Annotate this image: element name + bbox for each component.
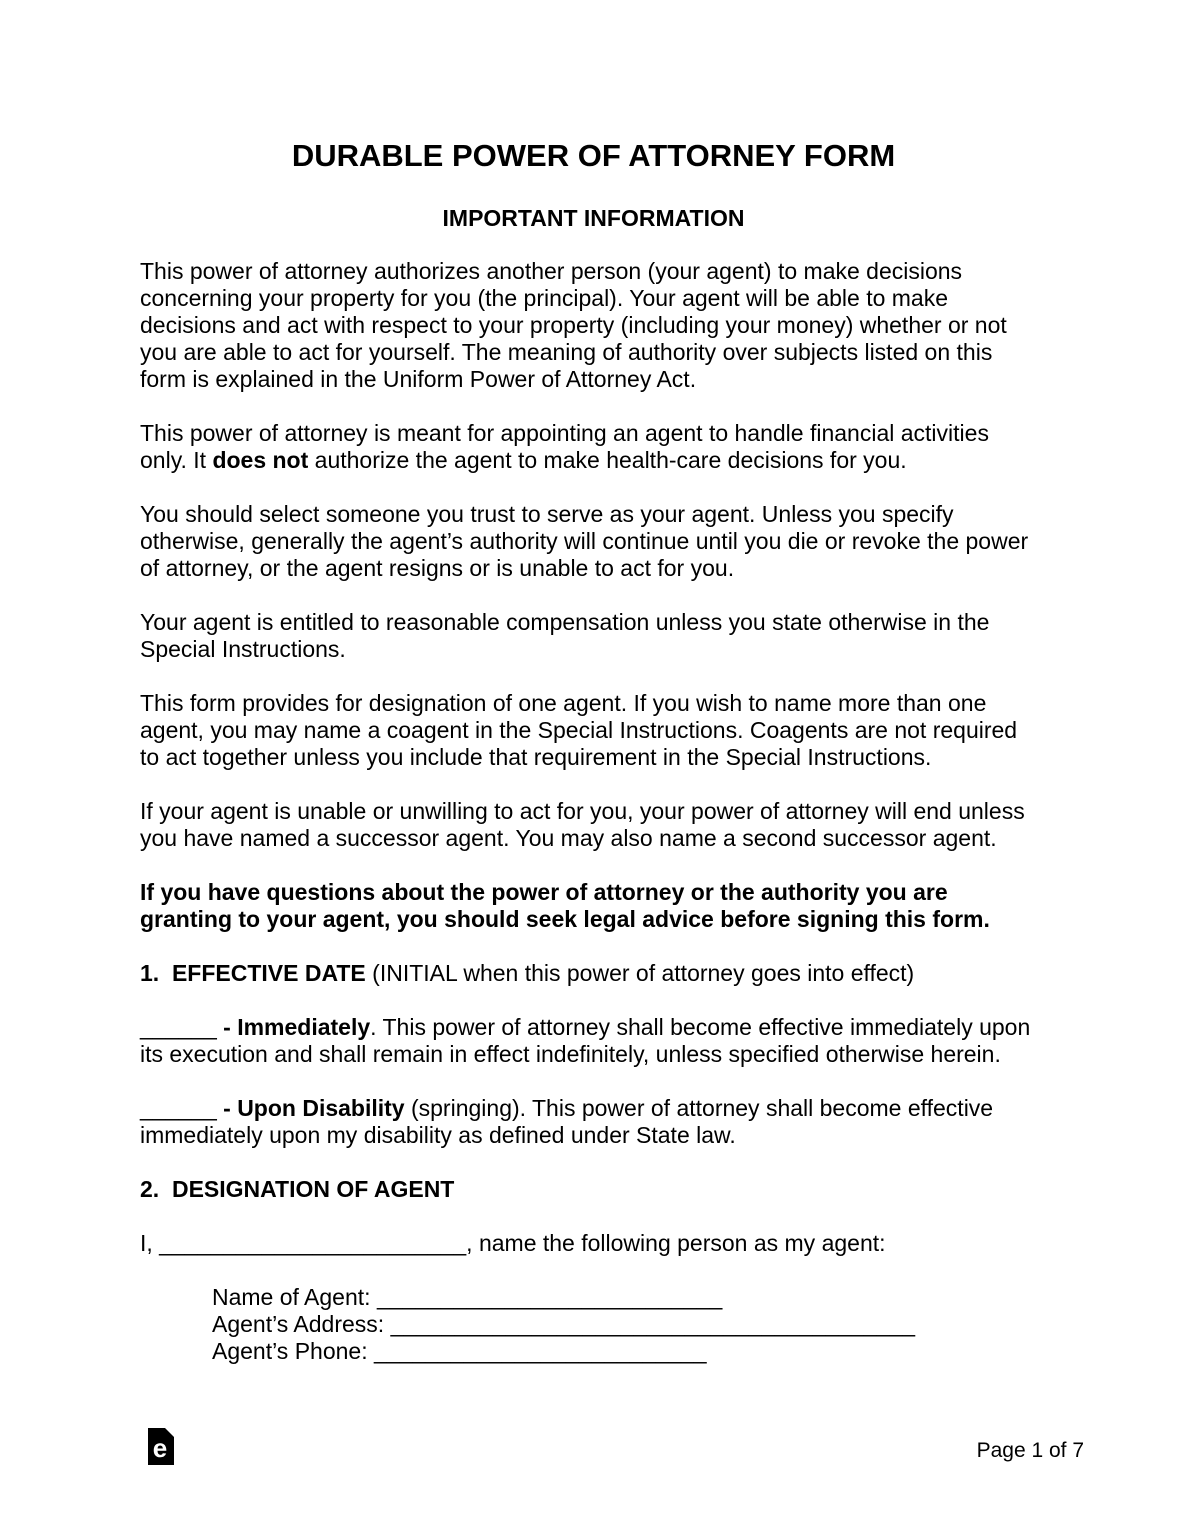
- line-agent-address: [140, 1311, 1047, 1338]
- text-run: decisions and act with respect to your property (including your money) whether or not: [140, 312, 1007, 338]
- text-run: Agent’s Address:: [212, 1311, 391, 1337]
- document-title: DURABLE POWER OF ATTORNEY FORM: [291, 138, 896, 173]
- bold-text: 1. EFFECTIVE DATE: [140, 960, 366, 986]
- text-run: Your agent is entitled to reasonable compensation unless you state otherwise in the: [140, 609, 990, 635]
- para-legal-advice: [140, 879, 1047, 933]
- text-run: to act together unless you include that requirement in the Special Instructions.: [140, 744, 932, 770]
- text-run: You should select someone you trust to serve as your agent. Unless you specify: [140, 501, 954, 527]
- bold-text: does not: [212, 447, 309, 473]
- text-run: Name of Agent:: [212, 1284, 377, 1310]
- blank-initial-immediately[interactable]: ______: [140, 1014, 217, 1040]
- para-immediately: [140, 1014, 1047, 1068]
- para-successor: [140, 798, 1047, 852]
- line-agent-phone: [140, 1338, 1047, 1365]
- text-run: This power of attorney authorizes another person (your agent) to make decisions: [140, 258, 963, 284]
- para-financial-only: [140, 420, 1047, 474]
- page-number: Page 1 of 7: [976, 1439, 1084, 1462]
- text-run: its execution and shall remain in effect indefinitely, unless specified otherwise herein.: [140, 1041, 1001, 1067]
- para-principal-declaration: [140, 1230, 1047, 1257]
- document-subtitle: IMPORTANT INFORMATION: [442, 205, 745, 231]
- para-authorization: [140, 258, 1047, 393]
- blank-agent-phone[interactable]: __________________________: [373, 1338, 707, 1364]
- heading-designation-of-agent: [140, 1176, 1047, 1203]
- text-run: This power of attorney is meant for appointing an agent to handle financial activities: [140, 420, 989, 446]
- text-run: of attorney, or the agent resigns or is unable to act for you.: [140, 555, 735, 581]
- para-compensation: [140, 609, 1047, 663]
- text-run: (INITIAL when this power of attorney goes into effect): [365, 960, 915, 986]
- text-run: concerning your property for you (the principal). Your agent will be able to make: [140, 285, 949, 311]
- para-upon-disability: [140, 1095, 1047, 1149]
- text-run: immediately upon my disability as defined under State law.: [140, 1122, 736, 1148]
- text-run: (springing). This power of attorney shall become effective: [404, 1095, 994, 1121]
- eforms-logo-icon: [148, 1428, 174, 1465]
- para-coagents: [140, 690, 1047, 771]
- text-run: I,: [140, 1230, 160, 1256]
- heading-effective-date: [140, 960, 1047, 987]
- bold-text: - Upon Disability: [223, 1095, 405, 1121]
- text-run: Agent’s Phone:: [212, 1338, 374, 1364]
- blank-initial-upon-disability[interactable]: ______: [140, 1095, 217, 1121]
- bold-text: 2. DESIGNATION OF AGENT: [140, 1176, 455, 1202]
- text-run: only. It: [140, 447, 213, 473]
- document-body: [140, 258, 1047, 1365]
- text-run: form is explained in the Uniform Power of Attorney Act.: [140, 366, 697, 392]
- text-run: agent, you may name a coagent in the Special Instructions. Coagents are not required: [140, 717, 1018, 743]
- text-run: If your agent is unable or unwilling to act for you, your power of attorney will end unless: [140, 798, 1025, 824]
- bold-text: If you have questions about the power of attorney or the authority you are: [140, 879, 948, 905]
- para-select-agent: [140, 501, 1047, 582]
- line-agent-name: [140, 1284, 1047, 1311]
- blank-agent-name[interactable]: ___________________________: [376, 1284, 723, 1310]
- text-run: you have named a successor agent. You may also name a second successor agent.: [140, 825, 997, 851]
- blank-principal-name[interactable]: ________________________: [159, 1230, 467, 1256]
- logo-letter: e: [152, 1433, 168, 1463]
- text-run: This form provides for designation of one agent. If you wish to name more than one: [140, 690, 987, 716]
- blank-agent-address[interactable]: _________________________________________: [390, 1311, 916, 1337]
- bold-text: - Immediately: [223, 1014, 371, 1040]
- text-run: , name the following person as my agent:: [466, 1230, 886, 1256]
- text-run: otherwise, generally the agent’s authority will continue until you die or revoke the power: [140, 528, 1029, 554]
- text-run: Special Instructions.: [140, 636, 346, 662]
- text-run: you are able to act for yourself. The meaning of authority over subjects listed on this: [140, 339, 993, 365]
- text-run: authorize the agent to make health-care decisions for you.: [308, 447, 907, 473]
- text-run: . This power of attorney shall become effective immediately upon: [370, 1014, 1031, 1040]
- bold-text: granting to your agent, you should seek legal advice before signing this form.: [140, 906, 990, 932]
